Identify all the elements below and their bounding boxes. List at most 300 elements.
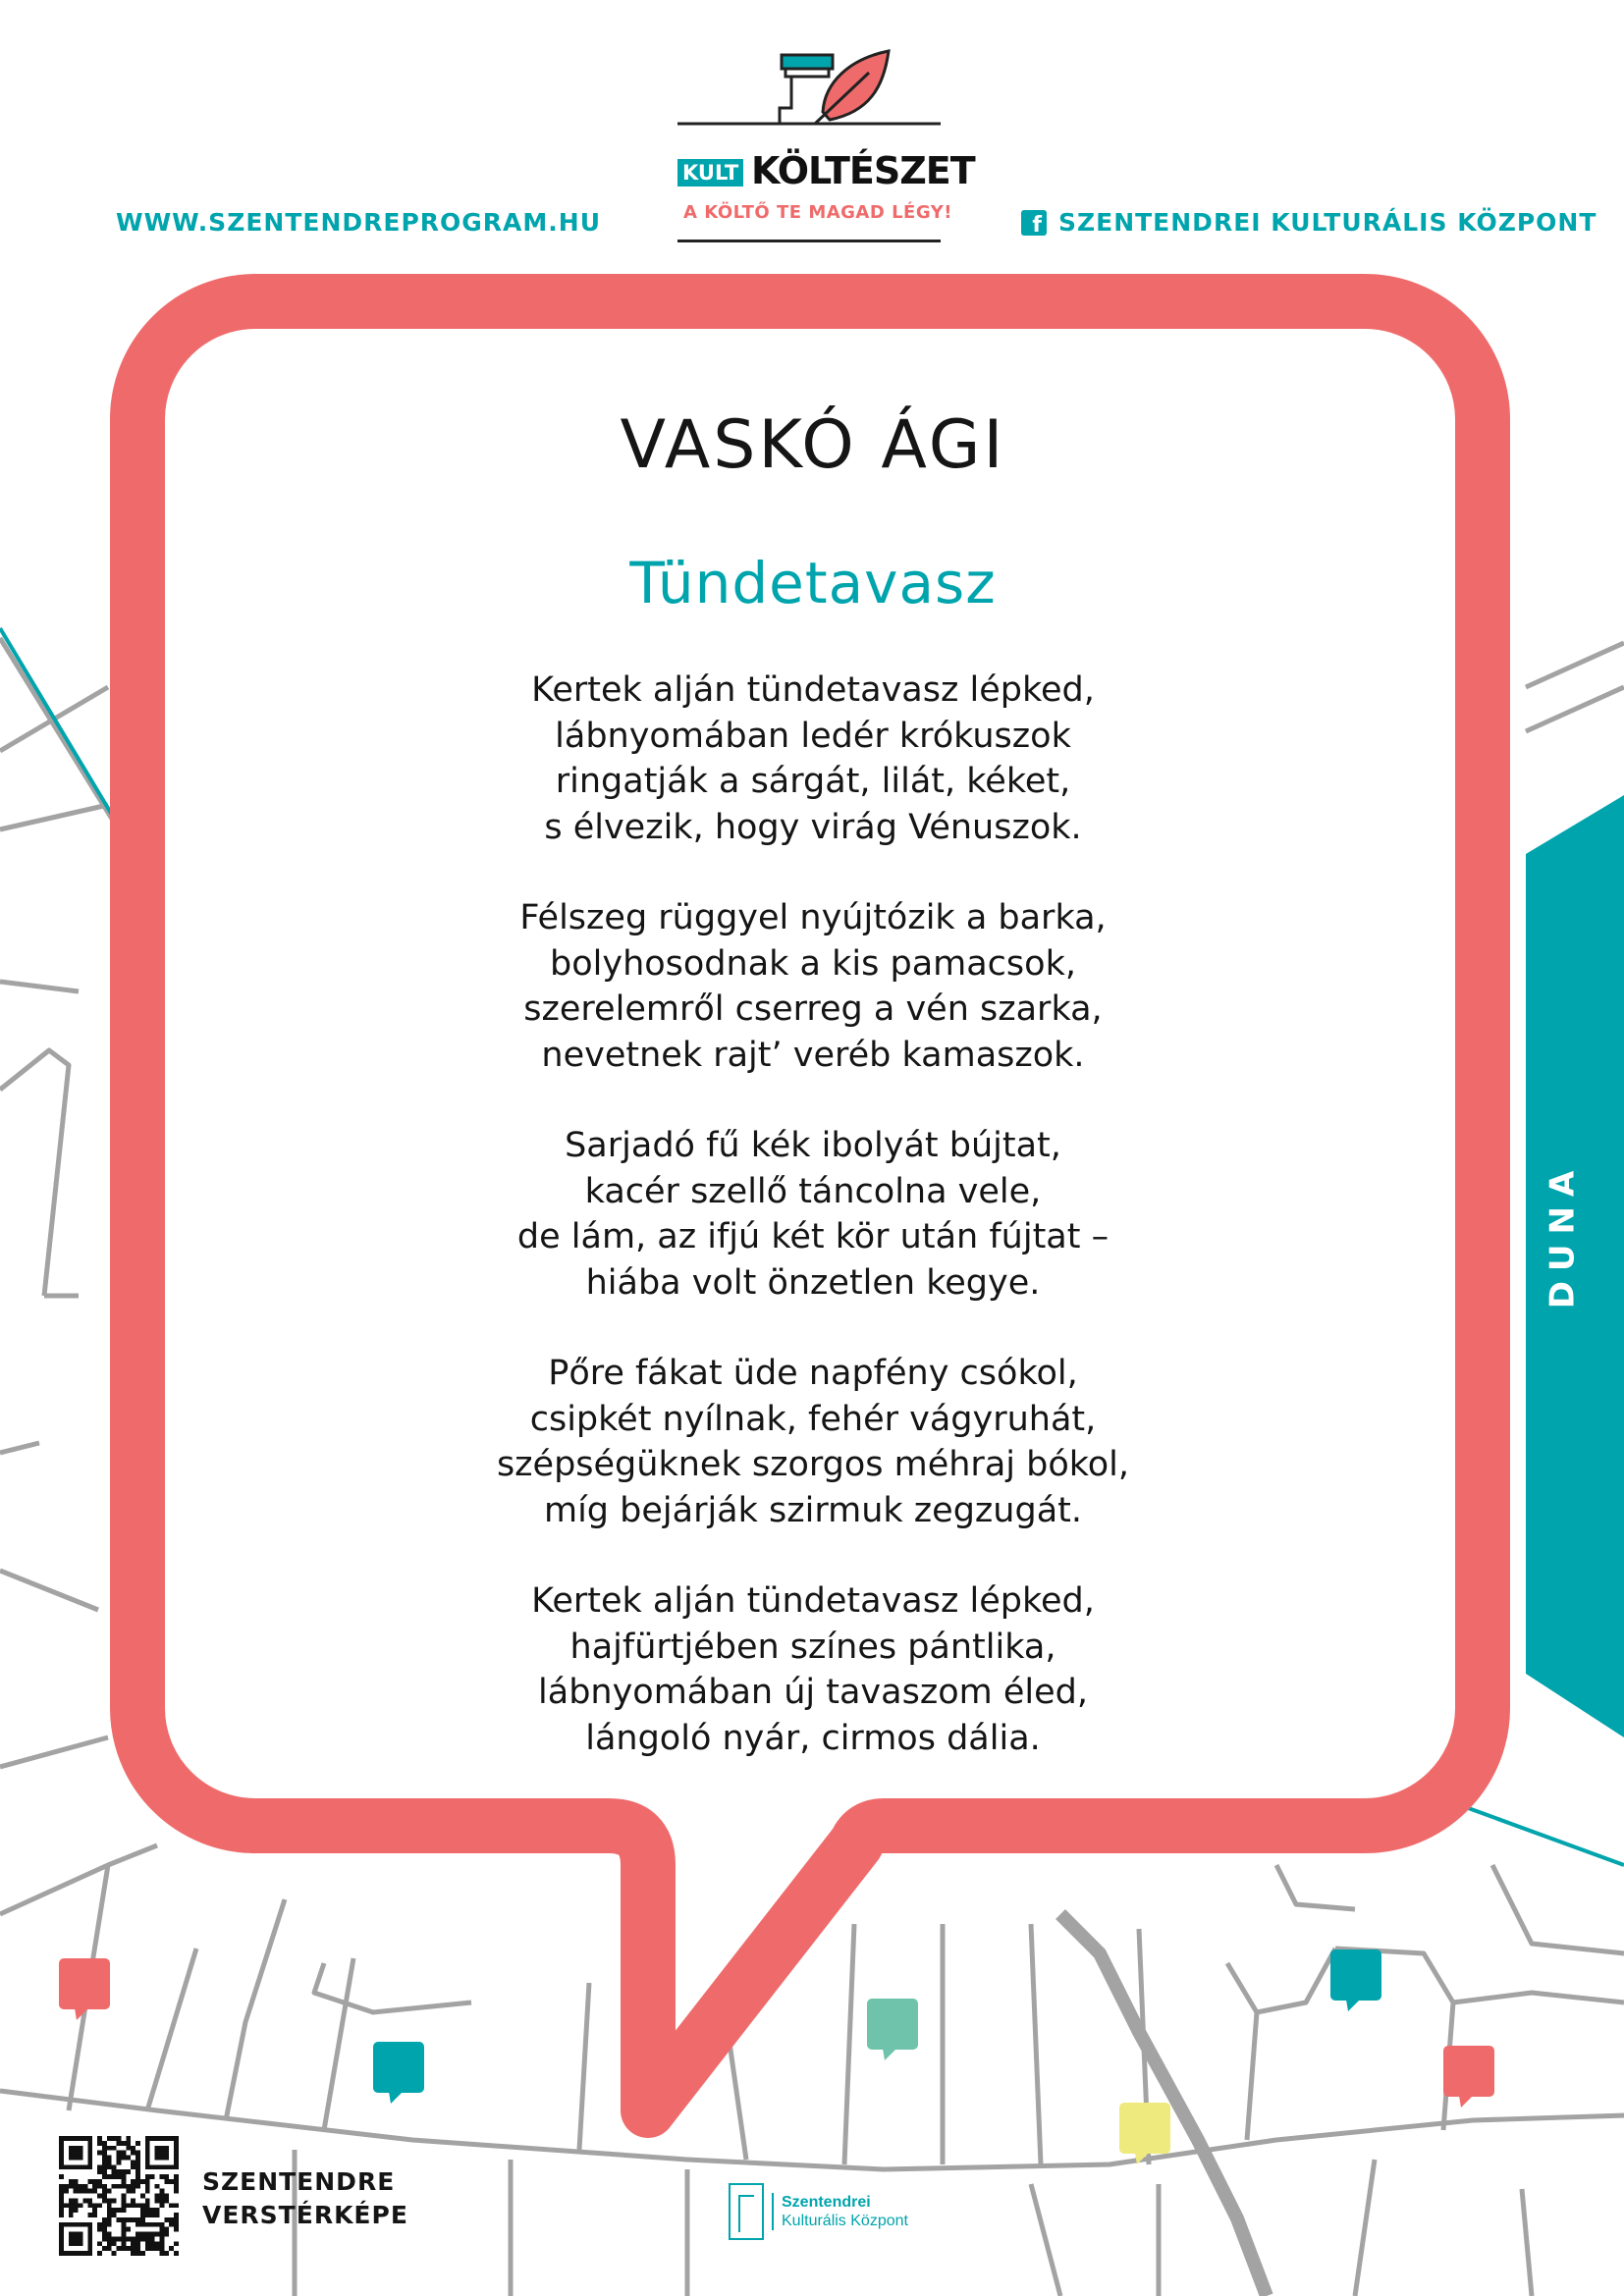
org-logo [729,2183,908,2240]
qr-module [121,2232,126,2237]
qr-module [126,2136,131,2141]
qr-module [102,2146,107,2151]
qr-module [159,2236,164,2241]
qr-module [135,2217,140,2222]
qr-module [135,2164,140,2169]
qr-module [145,2246,150,2251]
qr-module [135,2203,140,2208]
qr-module [107,2213,112,2217]
poem-line: ringatják a sárgát, lilát, kéket, [555,762,1071,801]
qr-module [97,2184,102,2189]
qr-module [107,2164,112,2169]
qr-module [92,2184,97,2189]
qr-module [112,2236,117,2241]
qr-module [121,2156,126,2161]
qr-module [150,2208,155,2213]
qr-module [169,2246,174,2251]
qr-module [117,2169,122,2174]
qr-module [131,2251,135,2256]
qr-module [112,2213,117,2217]
qr-module [117,2151,122,2156]
qr-module [92,2213,97,2217]
qr-module [87,2213,92,2217]
qr-module [174,2241,179,2246]
qr-module [126,2236,131,2241]
qr-module [121,2194,126,2199]
qr-module [174,2179,179,2184]
qr-module [135,2160,140,2164]
qr-module [82,2189,87,2194]
qr-module [117,2141,122,2146]
website-link[interactable]: WWW.SZENTENDREPROGRAM.HU [116,208,601,237]
qr-module [155,2213,160,2217]
qr-module [102,2156,107,2161]
facebook-label: SZENTENDREI KULTURÁLIS KÖZPONT [1058,208,1597,237]
qr-module [117,2236,122,2241]
qr-module [69,2198,74,2203]
qr-module [174,2189,179,2194]
qr-module [112,2146,117,2151]
qr-module [59,2184,64,2189]
poem-card [163,316,1463,1808]
qr-module [145,2232,150,2237]
qr-module [155,2232,160,2237]
qr-module [87,2189,92,2194]
qr-module [140,2179,145,2184]
qr-module [145,2174,150,2179]
qr-module [107,2208,112,2213]
qr-module [87,2179,92,2184]
qr-module [121,2179,126,2184]
qr-module [117,2217,122,2222]
poem-line: bolyhosodnak a kis pamacsok, [550,943,1076,984]
qr-module [159,2189,164,2194]
qr-module [135,2141,140,2146]
qr-module [150,2246,155,2251]
qr-module [121,2227,126,2232]
qr-module [121,2236,126,2241]
poem-stanza [163,1351,1463,1533]
qr-module [112,2251,117,2256]
qr-module [69,2208,74,2213]
qr-module [121,2208,126,2213]
qr-label [202,2165,408,2232]
qr-module [164,2251,169,2256]
qr-module [102,2232,107,2237]
poem-line: szerelemről cserreg a vén szarka, [523,989,1103,1029]
poet-quill-logo-icon [677,43,945,151]
qr-module [159,2227,164,2232]
qr-module [150,2236,155,2241]
qr-module [135,2241,140,2246]
qr-module [135,2184,140,2189]
qr-module [107,2241,112,2246]
qr-module [97,2227,102,2232]
qr-module [131,2146,135,2151]
poem-line: csipkét nyílnak, fehér vágyruhát, [529,1399,1097,1439]
qr-module [74,2208,79,2213]
qr-module [102,2236,107,2241]
qr-module [97,2141,102,2146]
map-marker-coral [59,1958,110,2020]
qr-module [155,2208,160,2213]
qr-module [155,2198,160,2203]
qr-module [169,2217,174,2222]
qr-module [59,2203,64,2208]
qr-module [126,2156,131,2161]
qr-finder-module [155,2146,170,2161]
qr-module [97,2136,102,2141]
kult-kolteszet-logo [677,43,975,245]
qr-module [102,2141,107,2146]
qr-module [159,2203,164,2208]
qr-module [97,2251,102,2256]
qr-module [74,2184,79,2189]
qr-module [164,2194,169,2199]
qr-module [155,2194,160,2199]
qr-module [145,2241,150,2246]
qr-module [155,2222,160,2227]
qr-module [159,2246,164,2251]
qr-module [69,2179,74,2184]
qr-module [121,2241,126,2246]
qr-module [174,2203,179,2208]
org-building-icon [729,2183,764,2240]
qr-module [126,2169,131,2174]
qr-module [121,2174,126,2179]
qr-module [97,2222,102,2227]
qr-module [79,2203,83,2208]
qr-module [107,2217,112,2222]
qr-module [74,2189,79,2194]
qr-module [155,2184,160,2189]
qr-module [59,2213,64,2217]
qr-module [92,2189,97,2194]
qr-module [140,2194,145,2199]
qr-module [131,2179,135,2184]
qr-module [145,2236,150,2241]
qr-module [107,2146,112,2151]
qr-module [102,2189,107,2194]
qr-module [121,2222,126,2227]
qr-module [174,2174,179,2179]
qr-module [117,2246,122,2251]
qr-module [150,2222,155,2227]
qr-module [102,2160,107,2164]
qr-module [159,2194,164,2199]
qr-module [117,2208,122,2213]
qr-module [112,2208,117,2213]
qr-module [59,2208,64,2213]
qr-module [69,2184,74,2189]
qr-module [112,2174,117,2179]
qr-module [169,2203,174,2208]
qr-module [131,2217,135,2222]
qr-module [107,2189,112,2194]
qr-module [145,2203,150,2208]
qr-module [155,2246,160,2251]
qr-module [117,2136,122,2141]
qr-code-icon[interactable] [59,2136,179,2256]
qr-module [87,2203,92,2208]
poem-title: Tündetavasz [629,550,997,616]
qr-module [135,2246,140,2251]
qr-module [135,2236,140,2241]
qr-module [102,2194,107,2199]
qr-module [126,2217,131,2222]
qr-module [121,2184,126,2189]
logo-underline [677,240,941,242]
qr-module [174,2222,179,2227]
qr-label-line: SZENTENDRE [202,2167,396,2196]
logo-kult-label: KULT [677,159,743,187]
qr-module [117,2184,122,2189]
qr-module [92,2208,97,2213]
qr-module [107,2198,112,2203]
qr-module [174,2217,179,2222]
qr-module [69,2203,74,2208]
qr-module [145,2189,150,2194]
qr-module [97,2194,102,2199]
qr-module [107,2236,112,2241]
qr-module [121,2169,126,2174]
qr-module [131,2189,135,2194]
qr-module [135,2174,140,2179]
qr-module [64,2184,69,2189]
qr-module [145,2179,150,2184]
qr-module [97,2164,102,2169]
poem-stanza [163,667,1463,850]
qr-finder-module [69,2232,83,2247]
qr-module [107,2222,112,2227]
poem-stanza [163,1123,1463,1306]
logo-kolteszet-label: KÖLTÉSZET [751,149,975,192]
qr-module [97,2169,102,2174]
qr-module [97,2179,102,2184]
qr-module [102,2174,107,2179]
qr-module [159,2198,164,2203]
map-marker-mint [867,1999,918,2060]
qr-module [140,2213,145,2217]
qr-module [117,2156,122,2161]
qr-module [131,2241,135,2246]
org-name-line2: Kulturális Központ [782,2213,908,2229]
poem-line: nevetnek rajt’ veréb kamaszok. [541,1035,1085,1075]
qr-module [97,2203,102,2208]
org-name [772,2193,908,2230]
qr-module [131,2160,135,2164]
poem-stanza [163,1578,1463,1761]
poem-line: kacér szellő táncolna vele, [584,1171,1042,1211]
qr-module [140,2236,145,2241]
qr-module [131,2198,135,2203]
qr-module [112,2164,117,2169]
qr-module [135,2251,140,2256]
qr-module [131,2164,135,2169]
map-marker-teal [373,2042,424,2104]
poem-line: Kertek alján tündetavasz lépked, [531,1581,1095,1621]
qr-module [59,2194,64,2199]
poem-line: lábnyomában ledér krókuszok [555,716,1071,756]
qr-module [121,2198,126,2203]
qr-module [59,2189,64,2194]
qr-module [126,2146,131,2151]
qr-module [107,2246,112,2251]
qr-module [107,2160,112,2164]
qr-module [164,2179,169,2184]
logo-tagline: A KÖLTŐ TE MAGAD LÉGY! [683,202,952,223]
qr-module [102,2169,107,2174]
qr-module [69,2213,74,2217]
qr-module [150,2232,155,2237]
qr-module [159,2251,164,2256]
qr-module [121,2203,126,2208]
qr-module [131,2184,135,2189]
facebook-link[interactable] [1021,208,1597,237]
qr-finder-module [69,2146,83,2161]
qr-module [155,2241,160,2246]
qr-module [174,2251,179,2256]
qr-module [74,2198,79,2203]
qr-module [145,2184,150,2189]
qr-module [121,2151,126,2156]
qr-module [135,2156,140,2161]
qr-module [112,2241,117,2246]
qr-module [102,2217,107,2222]
poem-stanza [163,895,1463,1078]
qr-module [97,2151,102,2156]
qr-module [121,2217,126,2222]
poem-line: lángoló nyár, cirmos dália. [585,1718,1041,1758]
poem-line: míg bejárják szirmuk zegzugát. [543,1490,1082,1530]
qr-module [145,2198,150,2203]
qr-module [159,2241,164,2246]
qr-module [131,2236,135,2241]
qr-module [164,2198,169,2203]
qr-module [64,2203,69,2208]
qr-module [150,2174,155,2179]
qr-module [102,2184,107,2189]
qr-module [169,2179,174,2184]
qr-module [82,2198,87,2203]
qr-module [102,2246,107,2251]
qr-module [87,2198,92,2203]
qr-module [131,2151,135,2156]
qr-module [97,2241,102,2246]
qr-module [59,2198,64,2203]
qr-module [107,2156,112,2161]
poem-line: Félszeg rüggyel nyújtózik a barka, [519,898,1107,937]
map-marker-coral [1443,2046,1494,2108]
qr-module [131,2246,135,2251]
qr-module [135,2232,140,2237]
river-label-text: DUNA [1543,1160,1583,1309]
qr-module [82,2184,87,2189]
qr-module [164,2217,169,2222]
qr-module [174,2213,179,2217]
qr-module [159,2174,164,2179]
qr-module [59,2174,64,2179]
qr-module [102,2151,107,2156]
qr-module [126,2184,131,2189]
qr-module [174,2184,179,2189]
poem-line: de lám, az ifjú két kör után fújtat – [516,1217,1110,1256]
river-label [1538,1147,1587,1323]
qr-module [74,2179,79,2184]
qr-module [145,2213,150,2217]
qr-module [64,2189,69,2194]
qr-module [107,2174,112,2179]
poem-line: lábnyomában új tavaszom éled, [538,1673,1088,1712]
qr-label-line: VERSTÉRKÉPE [202,2201,408,2229]
qr-module [140,2232,145,2237]
qr-module [140,2251,145,2256]
qr-module [164,2174,169,2179]
qr-module [107,2136,112,2141]
qr-module [159,2232,164,2237]
qr-module [117,2174,122,2179]
qr-module [112,2136,117,2141]
qr-module [102,2198,107,2203]
qr-module [159,2222,164,2227]
qr-module [135,2151,140,2156]
qr-module [102,2164,107,2169]
qr-module [169,2222,174,2227]
qr-module [102,2222,107,2227]
qr-module [121,2141,126,2146]
qr-module [92,2179,97,2184]
qr-module [126,2246,131,2251]
qr-module [121,2246,126,2251]
org-name-line1: Szentendrei [782,2194,871,2211]
qr-module [140,2217,145,2222]
qr-module [102,2227,107,2232]
qr-module [126,2227,131,2232]
poem-line: Sarjadó fű kék ibolyát bújtat, [565,1126,1061,1165]
poem-author: VASKÓ ÁGI [620,406,1006,484]
qr-module [126,2141,131,2146]
qr-module [150,2213,155,2217]
qr-module [107,2232,112,2237]
facebook-icon [1021,210,1047,236]
qr-module [140,2222,145,2227]
qr-module [79,2184,83,2189]
qr-module [117,2160,122,2164]
qr-module [126,2189,131,2194]
poem-line: hiába volt önzetlen kegye. [585,1262,1041,1303]
qr-module [79,2189,83,2194]
qr-module [135,2179,140,2184]
map-marker-teal [1330,1949,1381,2011]
poem-line: s élvezik, hogy virág Vénuszok. [544,807,1082,847]
qr-module [135,2222,140,2227]
qr-module [112,2198,117,2203]
qr-module [150,2241,155,2246]
qr-module [174,2227,179,2232]
qr-module [131,2203,135,2208]
qr-module [74,2203,79,2208]
poem-line: szépségüknek szorgos méhraj bókol, [496,1445,1130,1484]
qr-module [145,2222,150,2227]
qr-module [145,2208,150,2213]
qr-module [164,2227,169,2232]
qr-module [126,2203,131,2208]
qr-module [112,2169,117,2174]
qr-module [107,2203,112,2208]
qr-module [164,2232,169,2237]
qr-module [92,2203,97,2208]
poem-body [163,667,1463,1806]
